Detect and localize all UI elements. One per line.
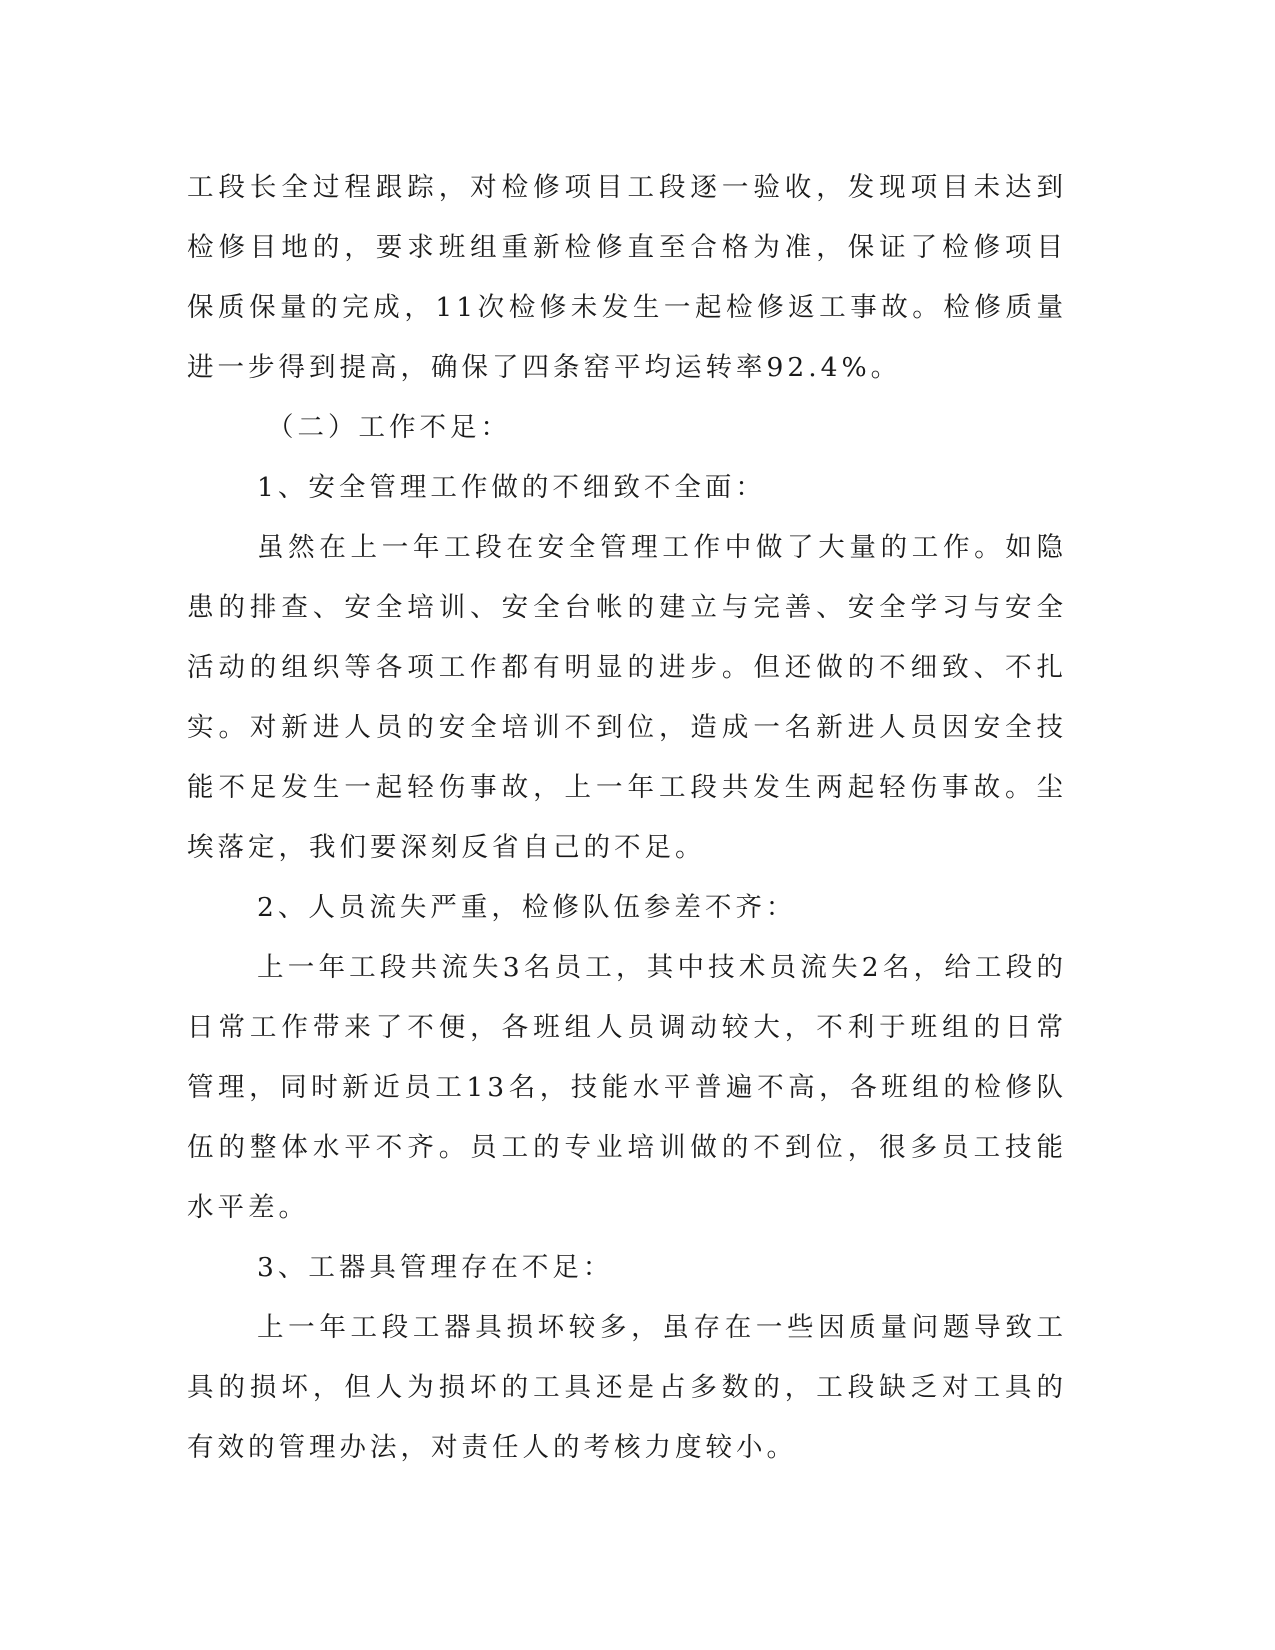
subheading-tool-management: 3、工器具管理存在不足： [257,1252,614,1283]
subheading-safety-management: 1、安全管理工作做的不细致不全面： [257,472,766,503]
paragraph-staff-loss: 上一年工段共流失3名员工，其中技术员流失2名，给工段的日常工作带来了不便，各班组人员调动较大，不利于班组的日常管理，同时新近员工13名，技能水平普遍不高，各班组的检修队伍的整体水平不齐。员工的专业培训做的不到位，很多员工技能水平差。 [187,952,1067,1223]
subheading-staff-loss: 2、人员流失严重，检修队伍参差不齐： [257,892,797,923]
paragraph-safety-management: 虽然在上一年工段在安全管理工作中做了大量的工作。如隐患的排查、安全培训、安全台帐的建立与完善、安全学习与安全活动的组织等各项工作都有明显的进步。但还做的不细致、不扎实。对新进人员的安全培训不到位，造成一名新进人员因安全技能不足发生一起轻伤事故，上一年工段共发生两起轻伤事故。尘埃落定，我们要深刻反省自己的不足。 [187,532,1067,863]
document-body [187,158,1067,1478]
paragraph-tool-management: 上一年工段工器具损坏较多，虽存在一些因质量问题导致工具的损坏，但人为损坏的工具还是占多数的，工段缺乏对工具的有效的管理办法，对责任人的考核力度较小。 [187,1312,1067,1463]
paragraph-maintenance-quality: 工段长全过程跟踪，对检修项目工段逐一验收，发现项目未达到检修目地的，要求班组重新检修直至合格为准，保证了检修项目保质保量的完成，11次检修未发生一起检修返工事故。检修质量进一步得到提高，确保了四条窑平均运转率92.4%。 [187,172,1067,383]
section-heading-shortcomings: （二）工作不足： [267,412,511,443]
